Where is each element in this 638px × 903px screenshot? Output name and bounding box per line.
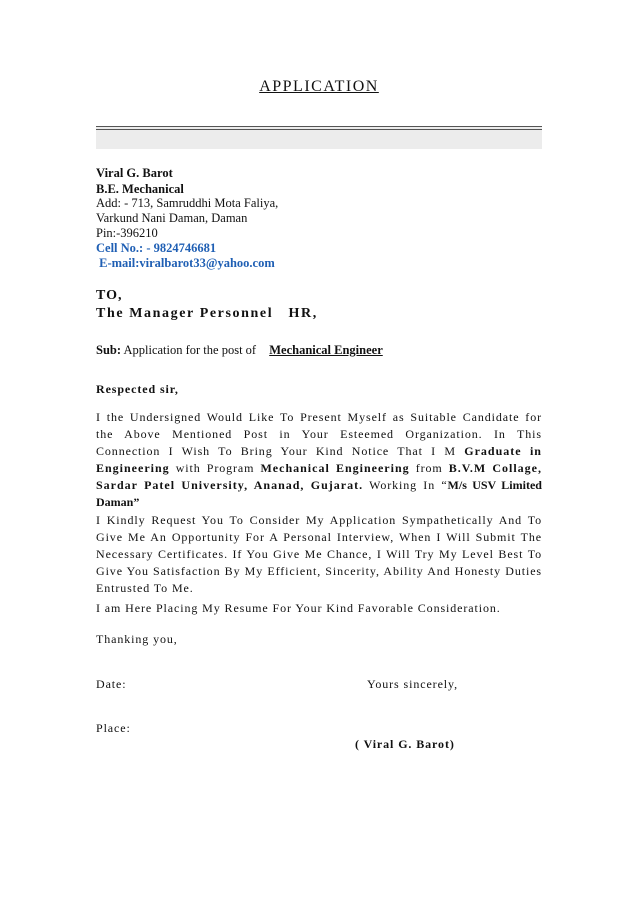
recipient-to: TO, <box>96 288 123 303</box>
date-label: Date: <box>96 677 127 691</box>
applicant-address-line1: Add: - 713, Samruddhi Mota Faliya, <box>96 196 279 210</box>
applicant-name: Viral G. Barot <box>96 166 173 180</box>
recipient-block <box>96 287 318 323</box>
intro-text-1: I the Undersigned Would Like To Present Myself as Suitable Candidate for the Above Mentioned Post in Your Esteemed Organization. In This Connection I Wish To Bring Your Kind Notice That I M <box>96 410 542 458</box>
subject-text: Application for the post of <box>123 343 257 357</box>
intro-bold-program: Mechanical Engineering <box>260 461 410 475</box>
header-rule <box>96 126 542 149</box>
intro-bold-degree: Graduate in Engineering <box>96 444 542 475</box>
subject-line <box>96 343 383 358</box>
applicant-pin: Pin:-396210 <box>96 226 158 240</box>
applicant-address-line2: Varkund Nani Daman, Daman <box>96 211 248 225</box>
intro-text-3: from <box>409 461 449 475</box>
applicant-cell: Cell No.: - 9824746681 <box>96 241 217 255</box>
intro-text-4: Working In “ <box>363 478 448 492</box>
recipient-line: The Manager Personnel HR, <box>96 306 318 321</box>
place-label: Place: <box>96 721 131 735</box>
subject-post: Mechanical Engineer <box>269 343 383 357</box>
subject-label: Sub: <box>96 343 122 357</box>
intro-bold-employer: M/s USV Limited Daman” <box>96 478 542 509</box>
applicant-email: E-mail:viralbarot33@yahoo.com <box>96 256 275 270</box>
applicant-degree: B.E. Mechanical <box>96 182 184 196</box>
intro-bold-college: B.V.M Collage, Sardar Patel University, Ananad, Gujarat. <box>96 461 543 492</box>
document-title: APPLICATION <box>259 78 379 95</box>
sign-off: Yours sincerely, <box>367 677 459 691</box>
paragraph-request: I Kindly Request You To Consider My Application Sympathetically And To Give Me An Opportunity For A Personal Interview, When I Will Submit The Necessary Certificates. If You Give Me Chance, I Will Try My Level Best To Give You Satisfaction By My Efficient, Sincerity, Ability And Honesty Duties Entrusted To Me. <box>96 513 542 595</box>
intro-text-2: with Program <box>169 461 261 475</box>
paragraph-intro <box>96 409 542 511</box>
signature-name: ( Viral G. Barot) <box>355 737 455 751</box>
paragraph-resume: I am Here Placing My Resume For Your Kind Favorable Consideration. <box>96 601 501 615</box>
salutation: Respected sir, <box>96 382 179 396</box>
closing-thanks: Thanking you, <box>96 632 178 646</box>
